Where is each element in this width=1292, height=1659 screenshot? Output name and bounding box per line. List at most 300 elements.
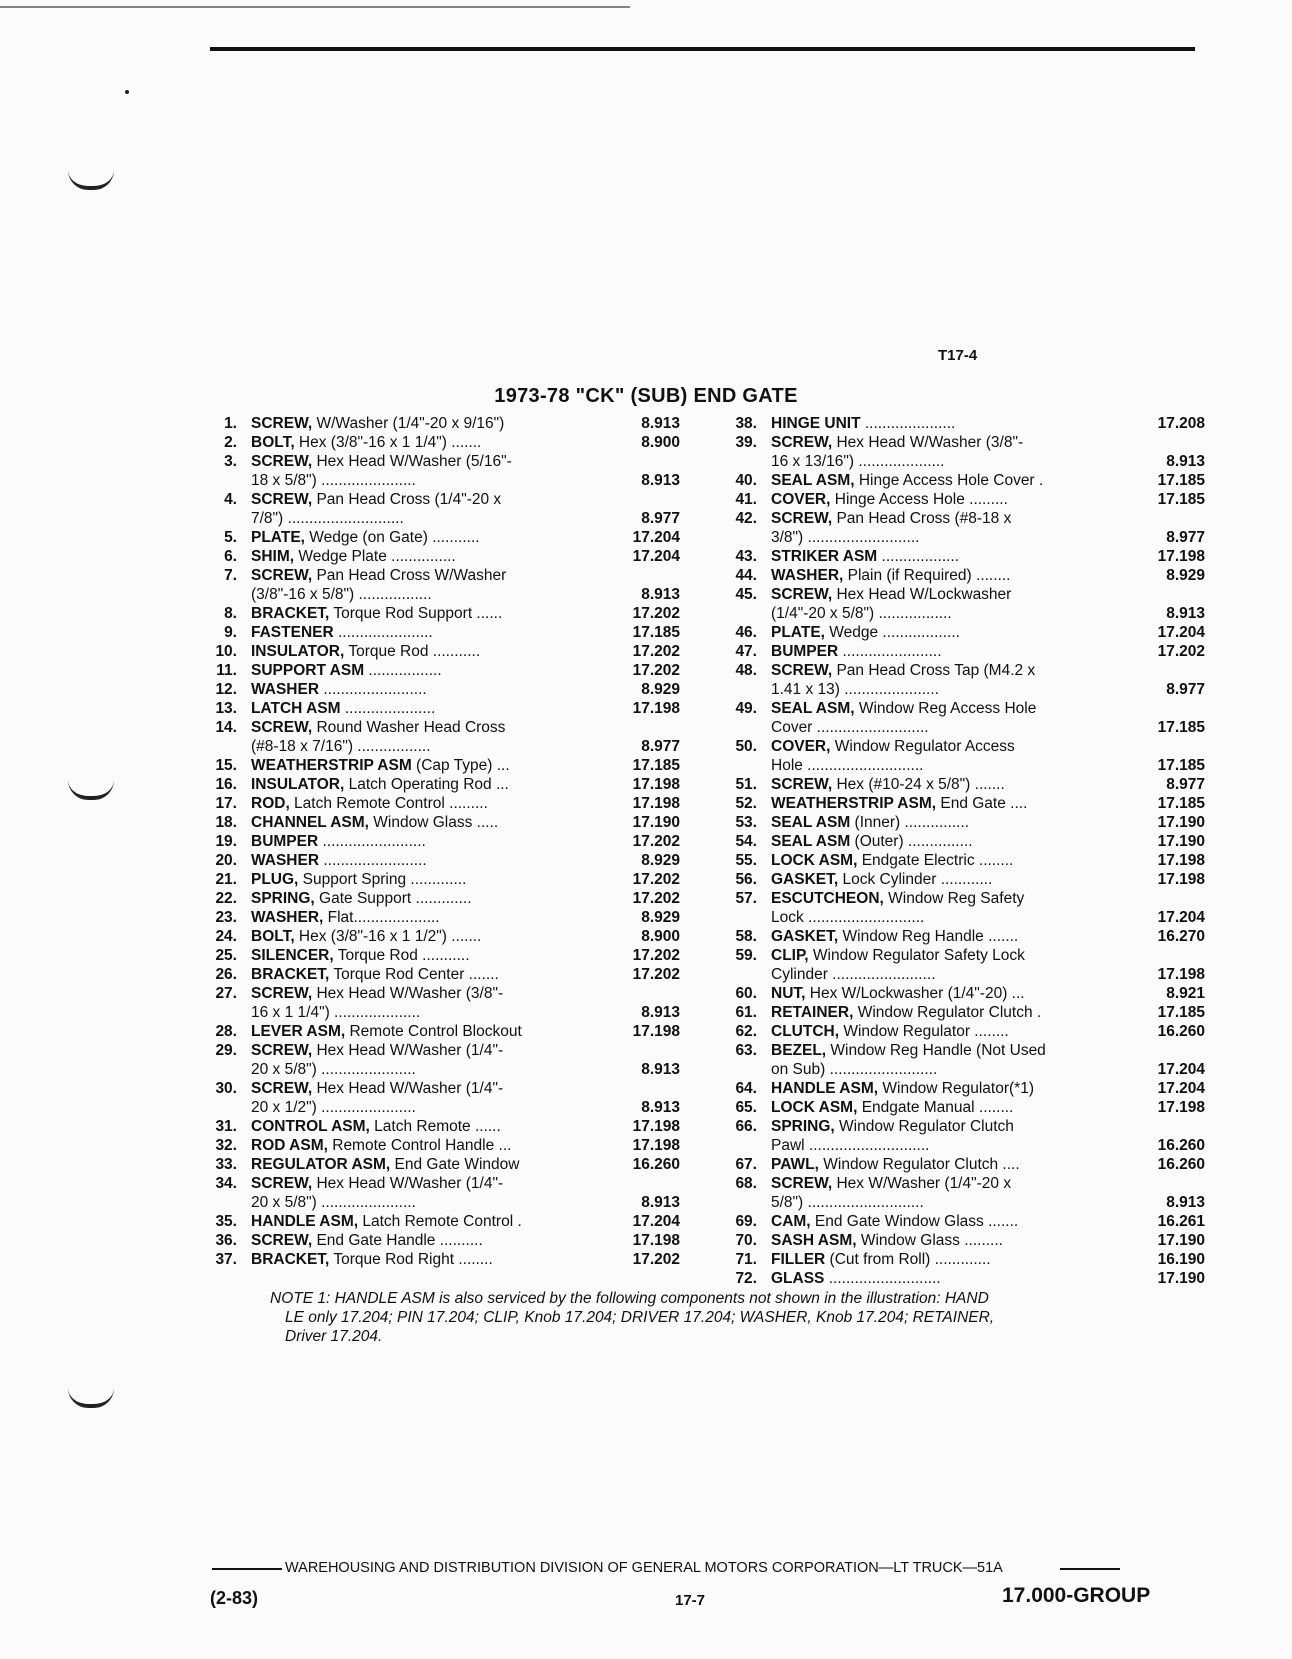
group-reference: 8.900 <box>641 434 680 451</box>
part-row <box>725 623 1205 642</box>
part-name: COVER, <box>771 738 831 755</box>
part-row <box>205 566 675 585</box>
part-row <box>725 1098 1205 1117</box>
part-detail: Hole ........................... <box>771 757 924 774</box>
part-description <box>771 490 1149 509</box>
part-number: 58. <box>735 928 757 945</box>
part-name: HANDLE ASM, <box>251 1213 359 1230</box>
part-description <box>251 1136 619 1155</box>
part-description <box>251 756 619 775</box>
part-row <box>725 1174 1200 1193</box>
group-reference: 17.190 <box>1157 1232 1205 1249</box>
part-detail: Lock Cylinder ............ <box>838 871 993 888</box>
part-description <box>771 718 1149 737</box>
part-description <box>251 566 619 585</box>
part-description <box>771 585 1149 604</box>
part-description <box>251 528 619 547</box>
part-detail: 5/8") ........................... <box>771 1194 924 1211</box>
part-number: 31. <box>215 1118 237 1135</box>
part-detail: Pawl ............................ <box>771 1137 930 1154</box>
part-description <box>771 1003 1149 1022</box>
part-description <box>771 927 1149 946</box>
part-number: 34. <box>215 1175 237 1192</box>
part-row <box>205 433 680 452</box>
part-number: 10. <box>215 643 237 660</box>
part-number: 59. <box>735 947 757 964</box>
part-row <box>725 737 1200 756</box>
part-number: 21. <box>215 871 237 888</box>
part-description <box>771 984 1149 1003</box>
group-reference: 16.190 <box>1157 1251 1205 1268</box>
part-detail: Window Regulator Clutch .... <box>818 1156 1020 1173</box>
part-detail: Pan Head Cross (1/4"-20 x <box>312 491 502 508</box>
part-name: PLUG, <box>251 871 299 888</box>
part-number: 48. <box>735 662 757 679</box>
part-name: SPRING, <box>251 890 315 907</box>
part-row <box>205 680 680 699</box>
part-number: 33. <box>215 1156 237 1173</box>
part-detail: Hex (3/8"-16 x 1 1/4") ....... <box>294 434 482 451</box>
group-reference: 8.913 <box>1166 1194 1205 1211</box>
part-number: 28. <box>215 1023 237 1040</box>
group-reference: 17.198 <box>632 776 680 793</box>
part-number: 51. <box>735 776 757 793</box>
part-name: SUPPORT ASM <box>251 662 365 679</box>
part-description <box>771 1174 1149 1193</box>
part-description <box>771 1155 1149 1174</box>
part-row <box>205 756 680 775</box>
part-row <box>205 547 680 566</box>
footnote-line: LE only 17.204; PIN 17.204; CLIP, Knob 17.204; DRIVER 17.204; WASHER, Knob 17.204; RETAINER, <box>285 1309 995 1326</box>
part-detail: 3/8") .......................... <box>771 529 920 546</box>
part-number: 52. <box>735 795 757 812</box>
part-name: SEAL ASM, <box>771 700 855 717</box>
part-number: 41. <box>735 491 757 508</box>
part-name: BUMPER <box>251 833 319 850</box>
part-description <box>771 623 1149 642</box>
group-reference: 17.202 <box>632 947 680 964</box>
part-detail: Hex Head W/Washer (5/16"- <box>312 453 512 470</box>
part-number: 57. <box>735 890 757 907</box>
part-detail: (3/8"-16 x 5/8") ................. <box>251 586 432 603</box>
part-description <box>251 794 619 813</box>
part-number: 18. <box>215 814 237 831</box>
part-number: 13. <box>215 700 237 717</box>
part-description <box>251 680 619 699</box>
part-description <box>251 452 619 471</box>
part-detail: 20 x 1/2") ...................... <box>251 1099 416 1116</box>
part-row <box>725 1155 1205 1174</box>
part-row <box>205 737 680 756</box>
part-name: PLATE, <box>771 624 825 641</box>
part-description <box>251 585 619 604</box>
group-reference: 17.204 <box>632 1213 680 1230</box>
group-number: 17.000-GROUP <box>1002 1584 1151 1607</box>
part-row <box>725 965 1205 984</box>
part-row <box>205 1041 675 1060</box>
part-detail: Endgate Manual ........ <box>857 1099 1014 1116</box>
part-detail: Torque Rod Support ...... <box>329 605 503 622</box>
part-row <box>205 452 675 471</box>
part-description <box>771 1231 1149 1250</box>
part-row <box>725 927 1205 946</box>
part-number: 65. <box>735 1099 757 1116</box>
part-number: 56. <box>735 871 757 888</box>
binder-hole-mark <box>68 170 114 190</box>
group-reference: 16.260 <box>1157 1023 1205 1040</box>
part-name: BOLT, <box>251 434 295 451</box>
part-description <box>771 1022 1149 1041</box>
part-name: ESCUTCHEON, <box>771 890 884 907</box>
part-name: BUMPER <box>771 643 839 660</box>
part-detail: End Gate Handle .......... <box>312 1232 483 1249</box>
part-number: 36. <box>215 1232 237 1249</box>
part-detail: (#8-18 x 7/16") ................. <box>251 738 431 755</box>
group-reference: 16.270 <box>1157 928 1205 945</box>
parts-list-right <box>725 414 1205 1288</box>
part-number: 55. <box>735 852 757 869</box>
scan-artifact-line <box>0 6 630 8</box>
group-reference: 17.204 <box>1157 909 1205 926</box>
part-description <box>251 1193 619 1212</box>
part-number: 6. <box>224 548 237 565</box>
part-row <box>725 1003 1205 1022</box>
group-reference: 8.977 <box>1166 529 1205 546</box>
part-number: 19. <box>215 833 237 850</box>
part-number: 49. <box>735 700 757 717</box>
part-detail: Cover .......................... <box>771 719 929 736</box>
part-name: STRIKER ASM <box>771 548 878 565</box>
part-name: BRACKET, <box>251 605 330 622</box>
part-name: PAWL, <box>771 1156 819 1173</box>
group-reference: 17.198 <box>1157 548 1205 565</box>
part-name: SCREW, <box>251 1175 313 1192</box>
part-description <box>251 851 619 870</box>
part-row <box>725 433 1200 452</box>
part-name: REGULATOR ASM, <box>251 1156 391 1173</box>
part-number: 7. <box>224 567 237 584</box>
part-name: SEAL ASM <box>771 814 851 831</box>
part-row <box>205 661 680 680</box>
part-number: 14. <box>215 719 237 736</box>
group-reference: 8.913 <box>1166 453 1205 470</box>
part-name: WASHER <box>251 681 320 698</box>
part-name: BRACKET, <box>251 1251 330 1268</box>
part-row <box>725 794 1205 813</box>
part-description <box>771 870 1149 889</box>
part-row <box>725 1269 1205 1288</box>
group-reference: 17.202 <box>632 833 680 850</box>
part-description <box>771 414 1149 433</box>
page-number: 17-7 <box>675 1592 706 1609</box>
part-row <box>725 984 1205 1003</box>
part-description <box>771 1041 1149 1060</box>
part-detail: 16 x 1 1/4") .................... <box>251 1004 421 1021</box>
group-reference: 8.913 <box>641 415 680 432</box>
part-row <box>205 1250 680 1269</box>
part-description <box>771 547 1149 566</box>
part-row <box>725 585 1200 604</box>
part-detail: Gate Support ............. <box>314 890 472 907</box>
part-row <box>725 1117 1200 1136</box>
part-detail: (Cap Type) ... <box>411 757 510 774</box>
group-reference: 8.913 <box>641 472 680 489</box>
group-reference: 17.185 <box>632 624 680 641</box>
group-reference: 17.185 <box>1157 719 1205 736</box>
part-name: HANDLE ASM, <box>771 1080 879 1097</box>
group-reference: 8.913 <box>641 1194 680 1211</box>
part-number: 23. <box>215 909 237 926</box>
group-reference: 17.202 <box>632 871 680 888</box>
part-number: 20. <box>215 852 237 869</box>
group-reference: 17.185 <box>1157 472 1205 489</box>
part-name: WASHER <box>251 852 320 869</box>
group-reference: 17.198 <box>1157 871 1205 888</box>
part-number: 71. <box>735 1251 757 1268</box>
part-name: GASKET, <box>771 928 839 945</box>
group-reference: 17.185 <box>1157 491 1205 508</box>
part-number: 17. <box>215 795 237 812</box>
part-number: 45. <box>735 586 757 603</box>
part-number: 25. <box>215 947 237 964</box>
part-number: 15. <box>215 757 237 774</box>
header-rule <box>210 47 1195 51</box>
part-description <box>771 946 1149 965</box>
footer-rule-left <box>212 1568 282 1570</box>
part-name: CAM, <box>771 1213 811 1230</box>
part-name: SCREW, <box>771 434 833 451</box>
part-row <box>725 699 1200 718</box>
part-number: 43. <box>735 548 757 565</box>
part-description <box>771 1079 1149 1098</box>
part-detail: Latch Remote ...... <box>369 1118 501 1135</box>
part-row <box>205 1003 680 1022</box>
footnote <box>270 1289 1150 1346</box>
part-detail: ....................... <box>838 643 942 660</box>
part-detail: (1/4"-20 x 5/8") ................. <box>771 605 952 622</box>
part-row <box>725 1250 1205 1269</box>
part-number: 72. <box>735 1270 757 1287</box>
part-description <box>771 1193 1149 1212</box>
part-description <box>251 889 619 908</box>
part-row <box>205 965 680 984</box>
group-reference: 17.185 <box>1157 1004 1205 1021</box>
part-row <box>725 471 1205 490</box>
part-number: 40. <box>735 472 757 489</box>
group-reference: 17.202 <box>632 643 680 660</box>
part-detail: ...................... <box>333 624 433 641</box>
part-description <box>251 946 619 965</box>
group-reference: 17.202 <box>632 890 680 907</box>
part-row <box>205 813 680 832</box>
part-number: 67. <box>735 1156 757 1173</box>
part-detail: 18 x 5/8") ...................... <box>251 472 416 489</box>
part-number: 64. <box>735 1080 757 1097</box>
part-name: COVER, <box>771 491 831 508</box>
part-description <box>251 927 619 946</box>
part-number: 26. <box>215 966 237 983</box>
part-row <box>205 490 675 509</box>
part-detail: Pan Head Cross Tap (M4.2 x <box>832 662 1036 679</box>
part-detail: Window Regulator Clutch . <box>853 1004 1042 1021</box>
part-row <box>205 946 680 965</box>
part-description <box>251 737 619 756</box>
footnote-line: Driver 17.204. <box>285 1328 383 1345</box>
part-detail: Window Regulator Clutch <box>834 1118 1014 1135</box>
part-name: SCREW, <box>771 586 833 603</box>
group-reference: 17.185 <box>1157 757 1205 774</box>
part-detail: (Outer) ............... <box>850 833 973 850</box>
group-reference: 17.190 <box>1157 833 1205 850</box>
part-name: NUT, <box>771 985 806 1002</box>
part-detail: W/Washer (1/4"-20 x 9/16") <box>312 415 505 432</box>
group-reference: 17.204 <box>1157 1080 1205 1097</box>
part-row <box>205 604 680 623</box>
part-number: 50. <box>735 738 757 755</box>
part-detail: Remote Control Handle ... <box>327 1137 512 1154</box>
part-detail: Round Washer Head Cross <box>312 719 506 736</box>
group-reference: 17.185 <box>632 757 680 774</box>
part-row <box>205 1174 675 1193</box>
part-detail: ..................... <box>340 700 436 717</box>
group-reference: 17.202 <box>632 662 680 679</box>
part-name: WASHER, <box>771 567 844 584</box>
part-row <box>725 870 1205 889</box>
part-detail: .......................... <box>824 1270 941 1287</box>
group-reference: 17.198 <box>1157 852 1205 869</box>
part-detail: 20 x 5/8") ...................... <box>251 1194 416 1211</box>
part-detail: Window Reg Access Hole <box>854 700 1037 717</box>
part-description <box>251 490 619 509</box>
part-description <box>251 699 619 718</box>
part-detail: Hex Head W/Washer (3/8"- <box>832 434 1024 451</box>
part-row <box>725 718 1205 737</box>
part-row <box>725 414 1205 433</box>
part-number: 12. <box>215 681 237 698</box>
part-name: BEZEL, <box>771 1042 827 1059</box>
part-detail: ........................ <box>318 833 426 850</box>
part-number: 32. <box>215 1137 237 1154</box>
part-number: 3. <box>224 453 237 470</box>
page-title: 1973-78 "CK" (SUB) END GATE <box>494 385 798 407</box>
part-detail: Wedge Plate ............... <box>294 548 456 565</box>
part-name: SCREW, <box>771 1175 833 1192</box>
part-row <box>725 547 1205 566</box>
part-detail: Wedge (on Gate) ........... <box>304 529 480 546</box>
group-reference: 8.929 <box>641 852 680 869</box>
group-reference: 17.204 <box>1157 624 1205 641</box>
group-reference: 8.977 <box>1166 776 1205 793</box>
group-reference: 8.977 <box>1166 681 1205 698</box>
part-name: LEVER ASM, <box>251 1023 346 1040</box>
part-name: SCREW, <box>251 719 313 736</box>
part-description <box>771 756 1149 775</box>
part-description <box>251 642 619 661</box>
part-number: 1. <box>224 415 237 432</box>
part-description <box>251 1079 619 1098</box>
part-detail: Window Glass ......... <box>856 1232 1003 1249</box>
part-description <box>771 1117 1149 1136</box>
part-row <box>205 927 680 946</box>
group-reference: 17.204 <box>632 529 680 546</box>
part-description <box>251 718 619 737</box>
part-description <box>251 908 619 927</box>
part-number: 66. <box>735 1118 757 1135</box>
part-name: WEATHERSTRIP ASM, <box>771 795 937 812</box>
part-row <box>725 604 1205 623</box>
part-description <box>771 1098 1149 1117</box>
part-row <box>205 1193 680 1212</box>
part-description <box>251 965 619 984</box>
part-number: 16. <box>215 776 237 793</box>
part-description <box>251 870 619 889</box>
part-description <box>251 1174 619 1193</box>
group-reference: 17.190 <box>632 814 680 831</box>
part-name: CHANNEL ASM, <box>251 814 369 831</box>
part-detail: Hex Head W/Washer (1/4"- <box>312 1042 504 1059</box>
group-reference: 16.261 <box>1157 1213 1205 1230</box>
part-row <box>205 1136 680 1155</box>
part-row <box>205 623 680 642</box>
part-detail: ..................... <box>860 415 956 432</box>
part-row <box>725 1231 1205 1250</box>
scan-speck <box>125 90 129 94</box>
part-name: ROD ASM, <box>251 1137 328 1154</box>
part-description <box>771 433 1149 452</box>
part-detail: Hex (3/8"-16 x 1 1/2") ....... <box>294 928 482 945</box>
group-reference: 17.204 <box>632 548 680 565</box>
group-reference: 17.198 <box>632 700 680 717</box>
part-number: 38. <box>735 415 757 432</box>
part-description <box>771 889 1149 908</box>
part-detail: Pan Head Cross W/Washer <box>312 567 507 584</box>
part-row <box>725 661 1200 680</box>
part-number: 60. <box>735 985 757 1002</box>
part-number: 22. <box>215 890 237 907</box>
part-number: 24. <box>215 928 237 945</box>
part-row <box>725 566 1205 585</box>
part-row <box>205 471 680 490</box>
group-reference: 8.977 <box>641 738 680 755</box>
part-detail: Hex Head W/Washer (1/4"- <box>312 1080 504 1097</box>
part-description <box>251 1231 619 1250</box>
part-name: PLATE, <box>251 529 305 546</box>
part-row <box>725 509 1200 528</box>
part-number: 69. <box>735 1213 757 1230</box>
part-description <box>251 1250 619 1269</box>
part-detail: Torque Rod Right ........ <box>329 1251 493 1268</box>
part-detail: 7/8") ........................... <box>251 510 404 527</box>
part-detail: ........................ <box>319 681 427 698</box>
part-detail: Window Reg Handle (Not Used <box>826 1042 1046 1059</box>
part-name: SCREW, <box>251 1232 313 1249</box>
group-reference: 17.198 <box>632 1137 680 1154</box>
part-description <box>771 452 1149 471</box>
group-reference: 8.929 <box>641 681 680 698</box>
part-description <box>771 794 1149 813</box>
part-description <box>251 661 619 680</box>
group-reference: 17.185 <box>1157 795 1205 812</box>
part-detail: Window Reg Handle ....... <box>838 928 1019 945</box>
part-row <box>205 1231 680 1250</box>
part-number: 37. <box>215 1251 237 1268</box>
part-row <box>725 490 1205 509</box>
part-row <box>205 1098 680 1117</box>
part-detail: ................. <box>364 662 442 679</box>
group-reference: 17.198 <box>1157 1099 1205 1116</box>
part-description <box>771 832 1149 851</box>
part-number: 46. <box>735 624 757 641</box>
